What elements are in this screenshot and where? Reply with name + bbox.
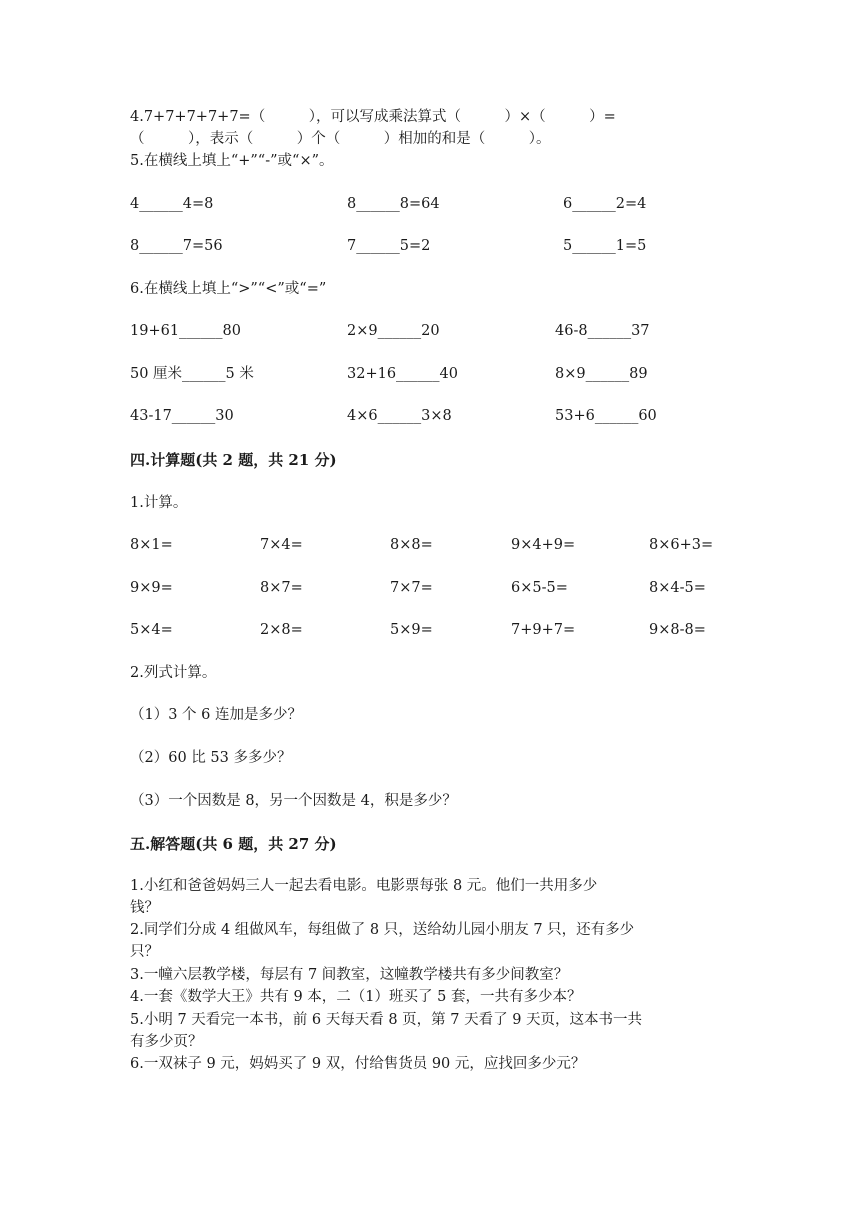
calc-item: 9×9=: [130, 580, 173, 596]
q4-line-1: 4.7+7+7+7+7=（ ），可以写成乘法算式（ ）×（ ）=: [130, 109, 616, 125]
q5-item: 8______7=56: [130, 238, 223, 254]
s5-line: 4.一套《数学大王》共有 9 本，二（1）班买了 5 套，一共有多少本？: [130, 989, 582, 1005]
q5-item: 4______4=8: [130, 196, 214, 212]
section-5-heading: 五.解答题(共 6 题，共 27 分): [130, 835, 337, 853]
calc-item: 5×4=: [130, 622, 173, 638]
s5-line: 3.一幢六层教学楼，每层有 7 间教室，这幢教学楼共有多少间教室？: [130, 967, 569, 983]
q6-row-2: [0, 364, 860, 384]
q6-item: 43-17______30: [130, 408, 234, 424]
calc-item: 6×5-5=: [511, 580, 568, 596]
calc-item: 7×4=: [260, 537, 303, 553]
calc-item: 2×8=: [260, 622, 303, 638]
calc-item: 8×7=: [260, 580, 303, 596]
s4-q2-item-1: （1）3 个 6 连加是多少？: [130, 707, 303, 723]
s4-q1-title: 1.计算。: [130, 495, 188, 511]
s5-line: 钱？: [130, 900, 159, 916]
s4-q1-row-1: [0, 535, 860, 555]
s4-q1-row-3: [0, 620, 860, 640]
calc-item: 5×9=: [390, 622, 433, 638]
s5-line: 5.小明 7 天看完一本书，前 6 天每天看 8 页，第 7 天看了 9 天页，这本书一共: [130, 1012, 643, 1028]
q4-line-2: （ ），表示（ ）个（ ）相加的和是（ ）。: [130, 131, 551, 147]
calc-item: 7×7=: [390, 580, 433, 596]
section-4-heading: 四.计算题(共 2 题，共 21 分): [130, 451, 337, 469]
s5-line: 1.小红和爸爸妈妈三人一起去看电影。电影票每张 8 元。他们一共用多少: [130, 878, 598, 894]
s4-q1-row-2: [0, 578, 860, 598]
s4-q2-item-3: （3）一个因数是 8，另一个因数是 4，积是多少？: [130, 793, 457, 809]
calc-item: 8×8=: [390, 537, 433, 553]
q5-row-1: [0, 194, 860, 214]
q6-item: 53+6______60: [555, 408, 657, 424]
q5-item: 5______1=5: [563, 238, 647, 254]
q5-item: 8______8=64: [347, 196, 440, 212]
calc-item: 8×6+3=: [649, 537, 714, 553]
q6-item: 50 厘米______5 米: [130, 366, 254, 382]
q6-item: 19+61______80: [130, 323, 242, 339]
s5-line: 有多少页？: [130, 1034, 203, 1050]
q6-item: 46-8______37: [555, 323, 650, 339]
q5-title: 5.在横线上填上“+”“-”或“×”。: [130, 153, 334, 169]
s4-q2-item-2: （2）60 比 53 多多少？: [130, 750, 292, 766]
q6-row-1: [0, 321, 860, 341]
calc-item: 7+9+7=: [511, 622, 576, 638]
q6-item: 4×6______3×8: [347, 408, 452, 424]
s5-line: 6.一双袜子 9 元，妈妈买了 9 双，付给售货员 90 元，应找回多少元？: [130, 1056, 586, 1072]
s4-q2-title: 2.列式计算。: [130, 665, 217, 681]
q6-row-3: [0, 406, 860, 426]
q6-item: 2×9______20: [347, 323, 440, 339]
calc-item: 9×8-8=: [649, 622, 706, 638]
q6-title: 6.在横线上填上“>”“<”或“=”: [130, 281, 327, 297]
q5-item: 6______2=4: [563, 196, 647, 212]
q5-item: 7______5=2: [347, 238, 431, 254]
q6-item: 32+16______40: [347, 366, 459, 382]
calc-item: 9×4+9=: [511, 537, 576, 553]
q5-row-2: [0, 236, 860, 256]
calc-item: 8×4-5=: [649, 580, 706, 596]
s5-line: 2.同学们分成 4 组做风车，每组做了 8 只，送给幼儿园小朋友 7 只，还有多少: [130, 922, 635, 938]
s5-line: 只？: [130, 944, 159, 960]
q6-item: 8×9______89: [555, 366, 648, 382]
calc-item: 8×1=: [130, 537, 173, 553]
